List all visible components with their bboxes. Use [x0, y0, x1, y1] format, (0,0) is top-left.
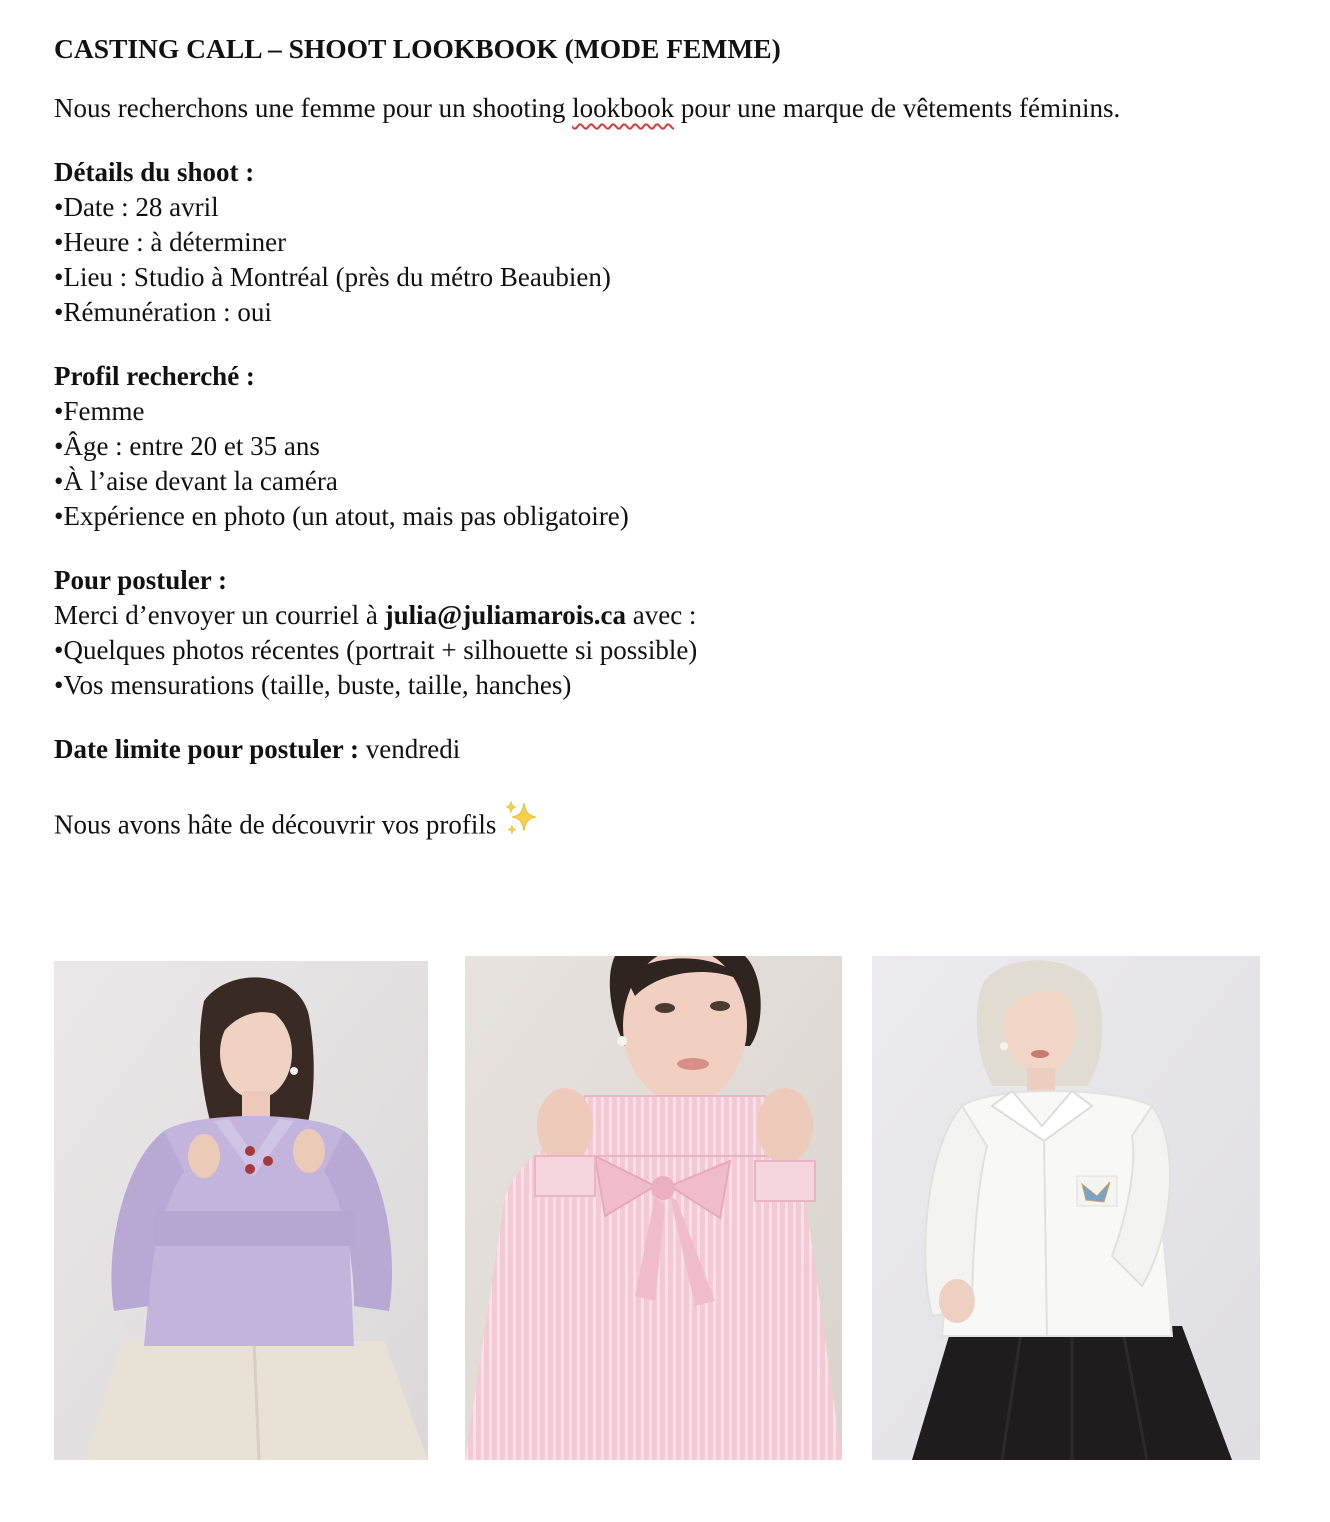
bullet: •: [54, 635, 64, 665]
lookbook-photo-white-shirt: [872, 956, 1260, 1460]
list-item: [54, 260, 1284, 295]
bullet: •: [54, 431, 64, 461]
intro-text-start: Nous recherchons une femme pour un shooting: [54, 93, 573, 123]
apply-text-end: avec :: [625, 600, 697, 630]
closing-line: [54, 807, 1284, 848]
bullet: •: [54, 192, 64, 222]
bullet: •: [54, 501, 64, 531]
details-item-pay: Rémunération : oui: [63, 297, 272, 327]
bullet: •: [54, 297, 64, 327]
bullet: •: [54, 262, 64, 292]
bullet: •: [54, 670, 64, 700]
profile-item-camera: À l’aise devant la caméra: [63, 466, 338, 496]
bullet: •: [54, 227, 64, 257]
list-item: [54, 499, 1284, 534]
deadline-value: vendredi: [358, 734, 461, 764]
list-item: [54, 190, 1284, 225]
list-item: [54, 633, 1284, 668]
closing-text: Nous avons hâte de découvrir vos profils: [54, 809, 497, 840]
sparkles-icon: [502, 799, 542, 848]
details-heading: Détails du shoot :: [54, 157, 255, 187]
contact-email[interactable]: julia@juliamarois.ca: [384, 600, 626, 630]
intro-paragraph: [54, 91, 1144, 126]
lookbook-photo-lavender-sweater: [54, 961, 428, 1460]
list-item: [54, 225, 1284, 260]
misspelled-word[interactable]: lookbook: [572, 93, 675, 123]
bullet: •: [54, 396, 64, 426]
deadline-line: [54, 732, 1284, 767]
profile-item-experience: Expérience en photo (un atout, mais pas obligatoire): [63, 501, 629, 531]
intro-text-end: pour une marque de vêtements féminins.: [674, 93, 1121, 123]
apply-item-photos: Quelques photos récentes (portrait + silhouette si possible): [63, 635, 698, 665]
details-item-time: Heure : à déterminer: [63, 227, 287, 257]
list-item: [54, 429, 1284, 464]
details-item-location: Lieu : Studio à Montréal (près du métro Beaubien): [63, 262, 611, 292]
document-title: CASTING CALL – SHOOT LOOKBOOK (MODE FEMME): [54, 33, 781, 64]
list-item: [54, 394, 1284, 429]
deadline-label: Date limite pour postuler :: [54, 734, 359, 764]
profile-item-age: Âge : entre 20 et 35 ans: [63, 431, 320, 461]
list-item: [54, 668, 1284, 703]
apply-instruction: [54, 598, 1284, 633]
document-body: [54, 29, 1284, 848]
details-item-date: Date : 28 avril: [63, 192, 219, 222]
details-section: [54, 155, 1284, 330]
profile-item-gender: Femme: [63, 396, 145, 426]
apply-section: [54, 563, 1284, 703]
profile-heading: Profil recherché :: [54, 361, 255, 391]
apply-item-measurements: Vos mensurations (taille, buste, taille, hanches): [63, 670, 572, 700]
lookbook-photo-pink-blouse: [465, 956, 842, 1460]
apply-text-start: Merci d’envoyer un courriel à: [54, 600, 385, 630]
profile-section: [54, 359, 1284, 534]
list-item: [54, 295, 1284, 330]
apply-heading: Pour postuler :: [54, 565, 228, 595]
bullet: •: [54, 466, 64, 496]
list-item: [54, 464, 1284, 499]
